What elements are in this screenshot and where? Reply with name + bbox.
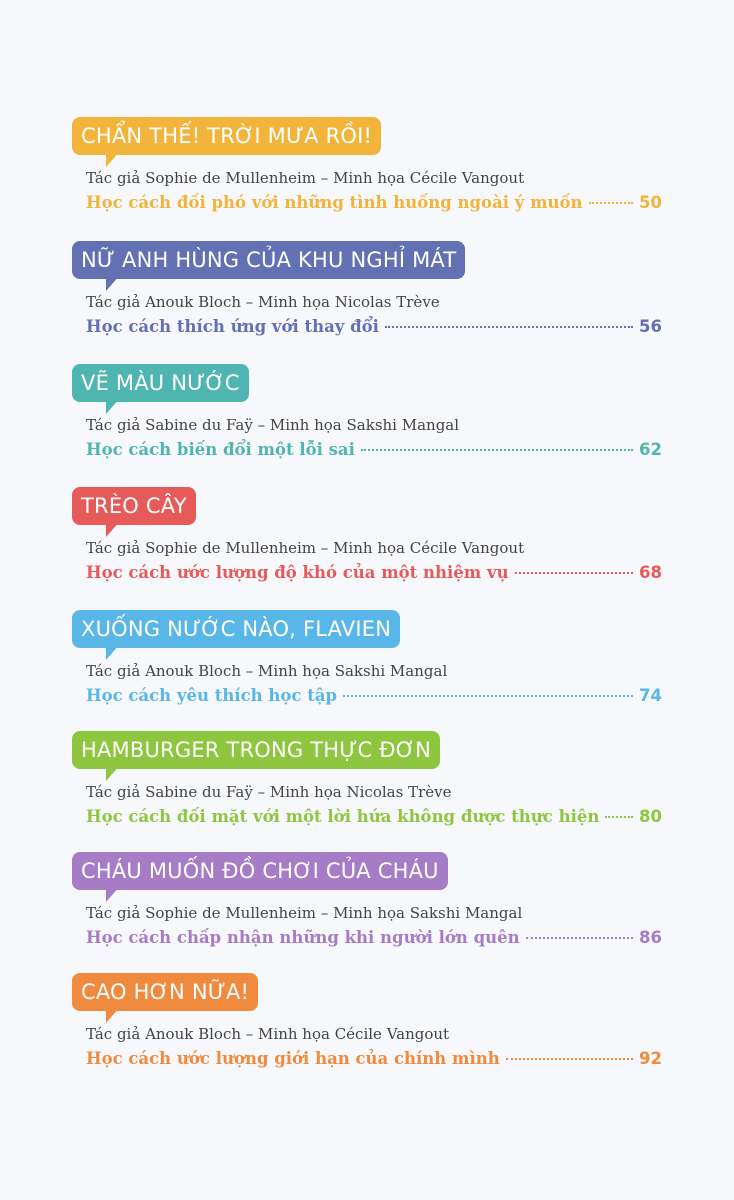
- lesson-text: Học cách đối phó với những tình huống ngoài ý muốn: [86, 193, 583, 212]
- title-bubble: [72, 731, 440, 769]
- dot-leader: [361, 449, 633, 451]
- dot-leader: [385, 326, 633, 328]
- lesson-text: Học cách biến đổi một lỗi sai: [86, 440, 355, 459]
- bubble-tail: [106, 398, 120, 414]
- page-number: 56: [639, 317, 662, 336]
- lesson-text: Học cách ước lượng giới hạn của chính mình: [86, 1049, 500, 1068]
- lesson-line: [86, 561, 662, 585]
- dot-leader: [589, 202, 633, 204]
- lesson-line: [86, 926, 662, 950]
- page-number: 62: [639, 440, 662, 459]
- lesson-text: Học cách chấp nhận những khi người lớn quên: [86, 928, 520, 947]
- author-credit: Tác giả Sophie de Mullenheim – Minh họa Cécile Vangout: [86, 539, 525, 557]
- author-credit: Tác giả Sophie de Mullenheim – Minh họa Cécile Vangout: [86, 169, 525, 187]
- title-bubble: [72, 117, 381, 155]
- toc-entry-6: [72, 731, 662, 829]
- story-title: CHÁU MUỐN ĐỒ CHƠI CỦA CHÁU: [72, 852, 448, 890]
- story-title: TRÈO CÂY: [72, 487, 196, 525]
- page-number: 68: [639, 563, 662, 582]
- toc-entry-7: [72, 852, 662, 950]
- toc-entry-5: [72, 610, 662, 708]
- title-bubble: [72, 852, 448, 890]
- title-bubble: [72, 610, 400, 648]
- toc-entry-4: [72, 487, 662, 585]
- story-title: XUỐNG NƯỚC NÀO, FLAVIEN: [72, 610, 400, 648]
- story-title: CAO HƠN NỮA!: [72, 973, 258, 1011]
- bubble-tail: [106, 521, 120, 537]
- author-credit: Tác giả Sabine du Faÿ – Minh họa Nicolas Trève: [86, 783, 452, 801]
- story-title: NỮ ANH HÙNG CỦA KHU NGHỈ MÁT: [72, 241, 465, 279]
- bubble-tail: [106, 644, 120, 660]
- page-number: 86: [639, 928, 662, 947]
- toc-entry-2: [72, 241, 662, 339]
- author-credit: Tác giả Sabine du Faÿ – Minh họa Sakshi Mangal: [86, 416, 460, 434]
- lesson-line: [86, 191, 662, 215]
- lesson-line: [86, 805, 662, 829]
- bubble-tail: [106, 151, 120, 167]
- title-bubble: [72, 241, 465, 279]
- toc-entry-1: [72, 117, 662, 215]
- page-number: 74: [639, 686, 662, 705]
- page-number: 92: [639, 1049, 662, 1068]
- lesson-line: [86, 315, 662, 339]
- toc-entry-8: [72, 973, 662, 1071]
- dot-leader: [605, 816, 633, 818]
- lesson-text: Học cách yêu thích học tập: [86, 686, 338, 705]
- title-bubble: [72, 487, 196, 525]
- dot-leader: [526, 937, 633, 939]
- story-title: HAMBURGER TRONG THỰC ĐƠN: [72, 731, 440, 769]
- author-credit: Tác giả Anouk Bloch – Minh họa Sakshi Mangal: [86, 662, 448, 680]
- author-credit: Tác giả Anouk Bloch – Minh họa Cécile Vangout: [86, 1025, 450, 1043]
- lesson-line: [86, 438, 662, 462]
- dot-leader: [515, 572, 633, 574]
- bubble-tail: [106, 275, 120, 291]
- bubble-tail: [106, 886, 120, 902]
- toc-entry-3: [72, 364, 662, 462]
- bubble-tail: [106, 765, 120, 781]
- page-number: 80: [639, 807, 662, 826]
- bubble-tail: [106, 1007, 120, 1023]
- lesson-line: [86, 1047, 662, 1071]
- dot-leader: [343, 695, 633, 697]
- lesson-text: Học cách thích ứng với thay đổi: [86, 317, 379, 336]
- dot-leader: [506, 1058, 633, 1060]
- page-number: 50: [639, 193, 662, 212]
- title-bubble: [72, 364, 249, 402]
- lesson-text: Học cách đối mặt với một lời hứa không được thực hiện: [86, 807, 600, 826]
- author-credit: Tác giả Sophie de Mullenheim – Minh họa Sakshi Mangal: [86, 904, 523, 922]
- lesson-line: [86, 684, 662, 708]
- author-credit: Tác giả Anouk Bloch – Minh họa Nicolas Trève: [86, 293, 440, 311]
- story-title: CHẨN THẾ! TRỜI MƯA RỒI!: [72, 117, 381, 155]
- title-bubble: [72, 973, 258, 1011]
- lesson-text: Học cách ước lượng độ khó của một nhiệm vụ: [86, 563, 509, 582]
- story-title: VẼ MÀU NƯỚC: [72, 364, 249, 402]
